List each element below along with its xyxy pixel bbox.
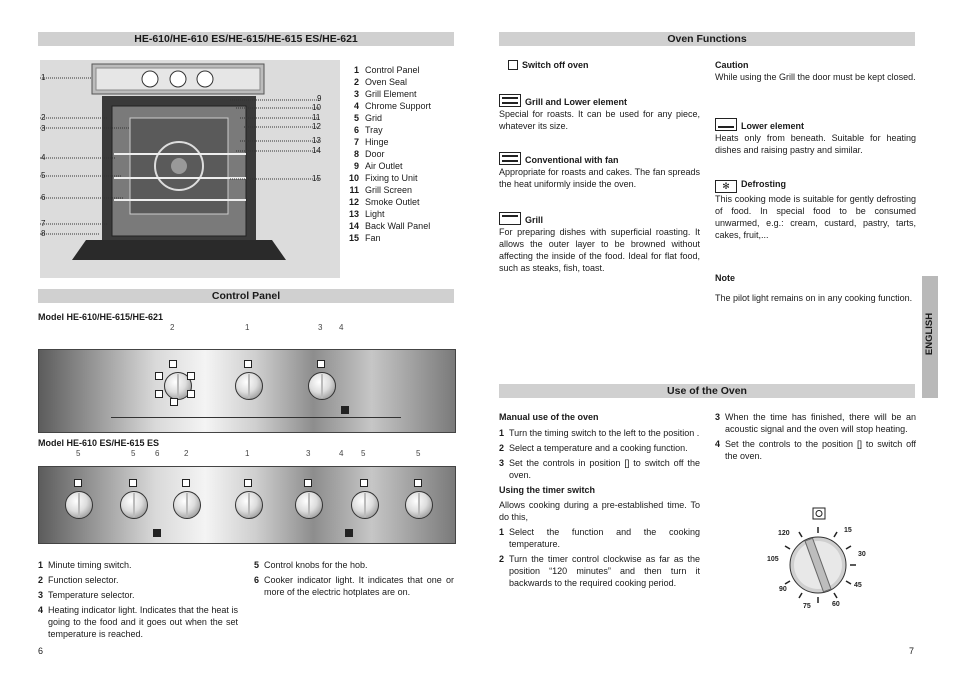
list-item: 2 Oven Seal xyxy=(353,77,408,87)
list-item: 2 Function selector. xyxy=(38,575,119,585)
list-item: 3 When the time has finished, there will be an acoustic signal and the oven will stop heating. xyxy=(715,412,916,434)
temperature-knob xyxy=(308,372,336,400)
control-panel-model1 xyxy=(38,349,456,433)
callout-number: 5 xyxy=(131,449,136,458)
list-item: 2 Turn the timer control clockwise as far as the position “120 minutes” and then turn it backwards to the required cooking period. xyxy=(499,554,700,588)
callout-number: 5 xyxy=(76,449,81,458)
grill-icon xyxy=(499,212,521,225)
list-item: 13 Light xyxy=(348,209,385,219)
dial-label: 45 xyxy=(854,582,862,589)
model2-title: Model HE-610 ES/HE-615 ES xyxy=(38,438,160,448)
cooker-indicator-light xyxy=(153,529,161,537)
list-item: 3 Temperature selector. xyxy=(38,590,135,600)
oven-callout: 13 xyxy=(312,136,321,145)
list-item: 1 Minute timing switch. xyxy=(38,560,132,570)
timer-knob xyxy=(235,491,263,519)
function-symbol xyxy=(170,398,178,406)
callout-number: 5 xyxy=(361,449,366,458)
function-symbol xyxy=(182,479,190,487)
list-item: 3 Set the controls in position [] to switch off the oven. xyxy=(499,458,700,480)
list-item: 6 Cooker indicator light. It indicates that one or more of the electric hotplates are on. xyxy=(254,575,454,597)
list-item: 2 Select a temperature and a cooking function. xyxy=(499,443,688,453)
parts-list xyxy=(343,64,493,244)
fan-icon xyxy=(499,152,521,165)
timer-intro: Allows cooking during a pre-established time. To do this, xyxy=(499,500,700,522)
lower-element-icon xyxy=(715,118,737,131)
function-symbol xyxy=(169,360,177,368)
temperature-knob xyxy=(295,491,323,519)
oven-callout: 9 xyxy=(317,94,322,103)
oven-callout: 2 xyxy=(41,113,46,122)
hob-symbol xyxy=(129,479,137,487)
panel-line xyxy=(111,417,401,418)
control-panel-header-bar: Control Panel xyxy=(38,289,454,303)
hob-knob xyxy=(351,491,379,519)
oven-callout: 15 xyxy=(312,174,321,183)
timer-title: Using the timer switch xyxy=(499,485,596,495)
dial-label: 75 xyxy=(803,603,811,610)
callout-number: 2 xyxy=(170,323,175,332)
function-switch-off: Switch off oven xyxy=(508,59,708,71)
thermometer-symbol xyxy=(304,479,312,487)
page-number: 7 xyxy=(909,646,915,656)
timer-symbol xyxy=(244,360,252,368)
oven-callout: 5 xyxy=(41,171,46,180)
list-item: 5 Control knobs for the hob. xyxy=(254,560,368,570)
callout-number: 6 xyxy=(155,449,160,458)
list-item: 3 Grill Element xyxy=(353,89,417,99)
manual-title: Manual use of the oven xyxy=(499,412,599,422)
list-item: 10 Fixing to Unit xyxy=(348,173,418,183)
oven-callout: 1 xyxy=(41,73,46,82)
function-symbol xyxy=(187,390,195,398)
list-item: 1 Select the function and the cooking temperature. xyxy=(499,527,700,549)
dial-label: 60 xyxy=(832,601,840,608)
function-defrosting: ✻ Defrosting This cooking mode is suitable for gently defrosting of food. In special food to be consumed unwarmed, e.g.: cream, custard, pastry, tarts, cakes, fruit,... xyxy=(715,179,916,240)
function-grill-lower: Grill and Lower element Special for roasts. It can be used for any piece, whatever its size. xyxy=(499,94,700,132)
oven-illustration xyxy=(40,60,340,278)
page-number: 6 xyxy=(38,646,44,656)
list-item: 9 Air Outlet xyxy=(353,161,403,171)
dial-label: 105 xyxy=(767,556,779,563)
oven-callout: 14 xyxy=(312,146,321,155)
indicator-light xyxy=(341,406,349,414)
hob-symbol xyxy=(360,479,368,487)
snowflake-icon: ✻ xyxy=(715,180,737,193)
function-lower-element: Lower element Heats only from beneath. Suitable for heating dishes and raising pastry and similar. xyxy=(715,118,916,156)
function-conventional-fan: Conventional with fan Appropriate for roasts and cakes. The fan spreads the heat uniformly inside the oven. xyxy=(499,152,700,190)
callout-number: 1 xyxy=(245,449,250,458)
left-header-bar: HE-610/HE-610 ES/HE-615/HE-615 ES/HE-621 xyxy=(38,32,454,46)
caution-block: Caution While using the Grill the door must be kept closed. xyxy=(715,60,916,82)
timer-symbol xyxy=(244,479,252,487)
indicator-light xyxy=(345,529,353,537)
list-item: 14 Back Wall Panel xyxy=(348,221,431,231)
function-selector-knob xyxy=(173,491,201,519)
dial-label: 30 xyxy=(858,551,866,558)
list-item: 6 Tray xyxy=(353,125,383,135)
dial-label: 15 xyxy=(844,527,852,534)
timer-knob xyxy=(235,372,263,400)
function-symbol xyxy=(187,372,195,380)
oven-callout: 8 xyxy=(41,229,46,238)
callout-number: 1 xyxy=(245,323,250,332)
grill-lower-icon xyxy=(499,94,521,107)
list-item: 12 Smoke Outlet xyxy=(348,197,420,207)
list-item: 15 Fan xyxy=(348,233,381,243)
oven-callout: 4 xyxy=(41,153,46,162)
use-col2 xyxy=(715,411,916,462)
panel-legend-col2 xyxy=(254,559,454,598)
callout-number: 4 xyxy=(339,323,344,332)
control-panel-model2 xyxy=(38,466,456,544)
hob-knob xyxy=(120,491,148,519)
list-item: 1 Control Panel xyxy=(353,65,420,75)
list-item: 7 Hinge xyxy=(353,137,389,147)
oven-callout: 3 xyxy=(41,124,46,133)
function-grill: Grill For preparing dishes with superficial roasting. It allows the outer layer to be browned without affecting the inside of the food. Ideal for flat food, such as steaks, fish, toast. xyxy=(499,212,700,274)
oven-callout: 6 xyxy=(41,193,46,202)
hob-knob xyxy=(65,491,93,519)
note-block: Note The pilot light remains on in any cooking function. xyxy=(715,273,913,303)
use-of-oven-header-bar: Use of the Oven xyxy=(499,384,915,398)
dial-label: 120 xyxy=(778,530,790,537)
list-item: 8 Door xyxy=(353,149,385,159)
function-symbol xyxy=(155,390,163,398)
callout-number: 4 xyxy=(339,449,344,458)
oven-callout: 10 xyxy=(312,103,321,112)
list-item: 11 Grill Screen xyxy=(349,185,413,195)
use-col1 xyxy=(499,411,700,589)
hob-symbol xyxy=(74,479,82,487)
model1-title: Model HE-610/HE-615/HE-621 xyxy=(38,312,164,322)
hob-symbol xyxy=(414,479,422,487)
callout-number: 3 xyxy=(318,323,323,332)
callout-number: 5 xyxy=(416,449,421,458)
switch-off-icon xyxy=(508,60,518,70)
language-tab: ENGLISH xyxy=(922,276,938,398)
list-item: 4 Heating indicator light. Indicates that the heat is going to the food and it goes out when the set temperature is reached. xyxy=(38,605,238,639)
oven-functions-header-bar: Oven Functions xyxy=(499,32,915,46)
list-item: 1 Turn the timing switch to the left to the position . xyxy=(499,428,700,438)
oven-callout: 7 xyxy=(41,219,46,228)
callout-number: 3 xyxy=(306,449,311,458)
list-item: 4 Chrome Support xyxy=(353,101,432,111)
oven-callout: 11 xyxy=(312,113,321,122)
list-item: 5 Grid xyxy=(353,113,383,123)
dial-label: 90 xyxy=(779,586,787,593)
list-item: 4 Set the controls to the position [] to switch off the oven. xyxy=(715,439,916,461)
panel-legend-col1 xyxy=(38,559,238,640)
function-symbol xyxy=(155,372,163,380)
oven-callout: 12 xyxy=(312,122,321,131)
hob-knob xyxy=(405,491,433,519)
thermometer-symbol xyxy=(317,360,325,368)
callout-number: 2 xyxy=(184,449,189,458)
